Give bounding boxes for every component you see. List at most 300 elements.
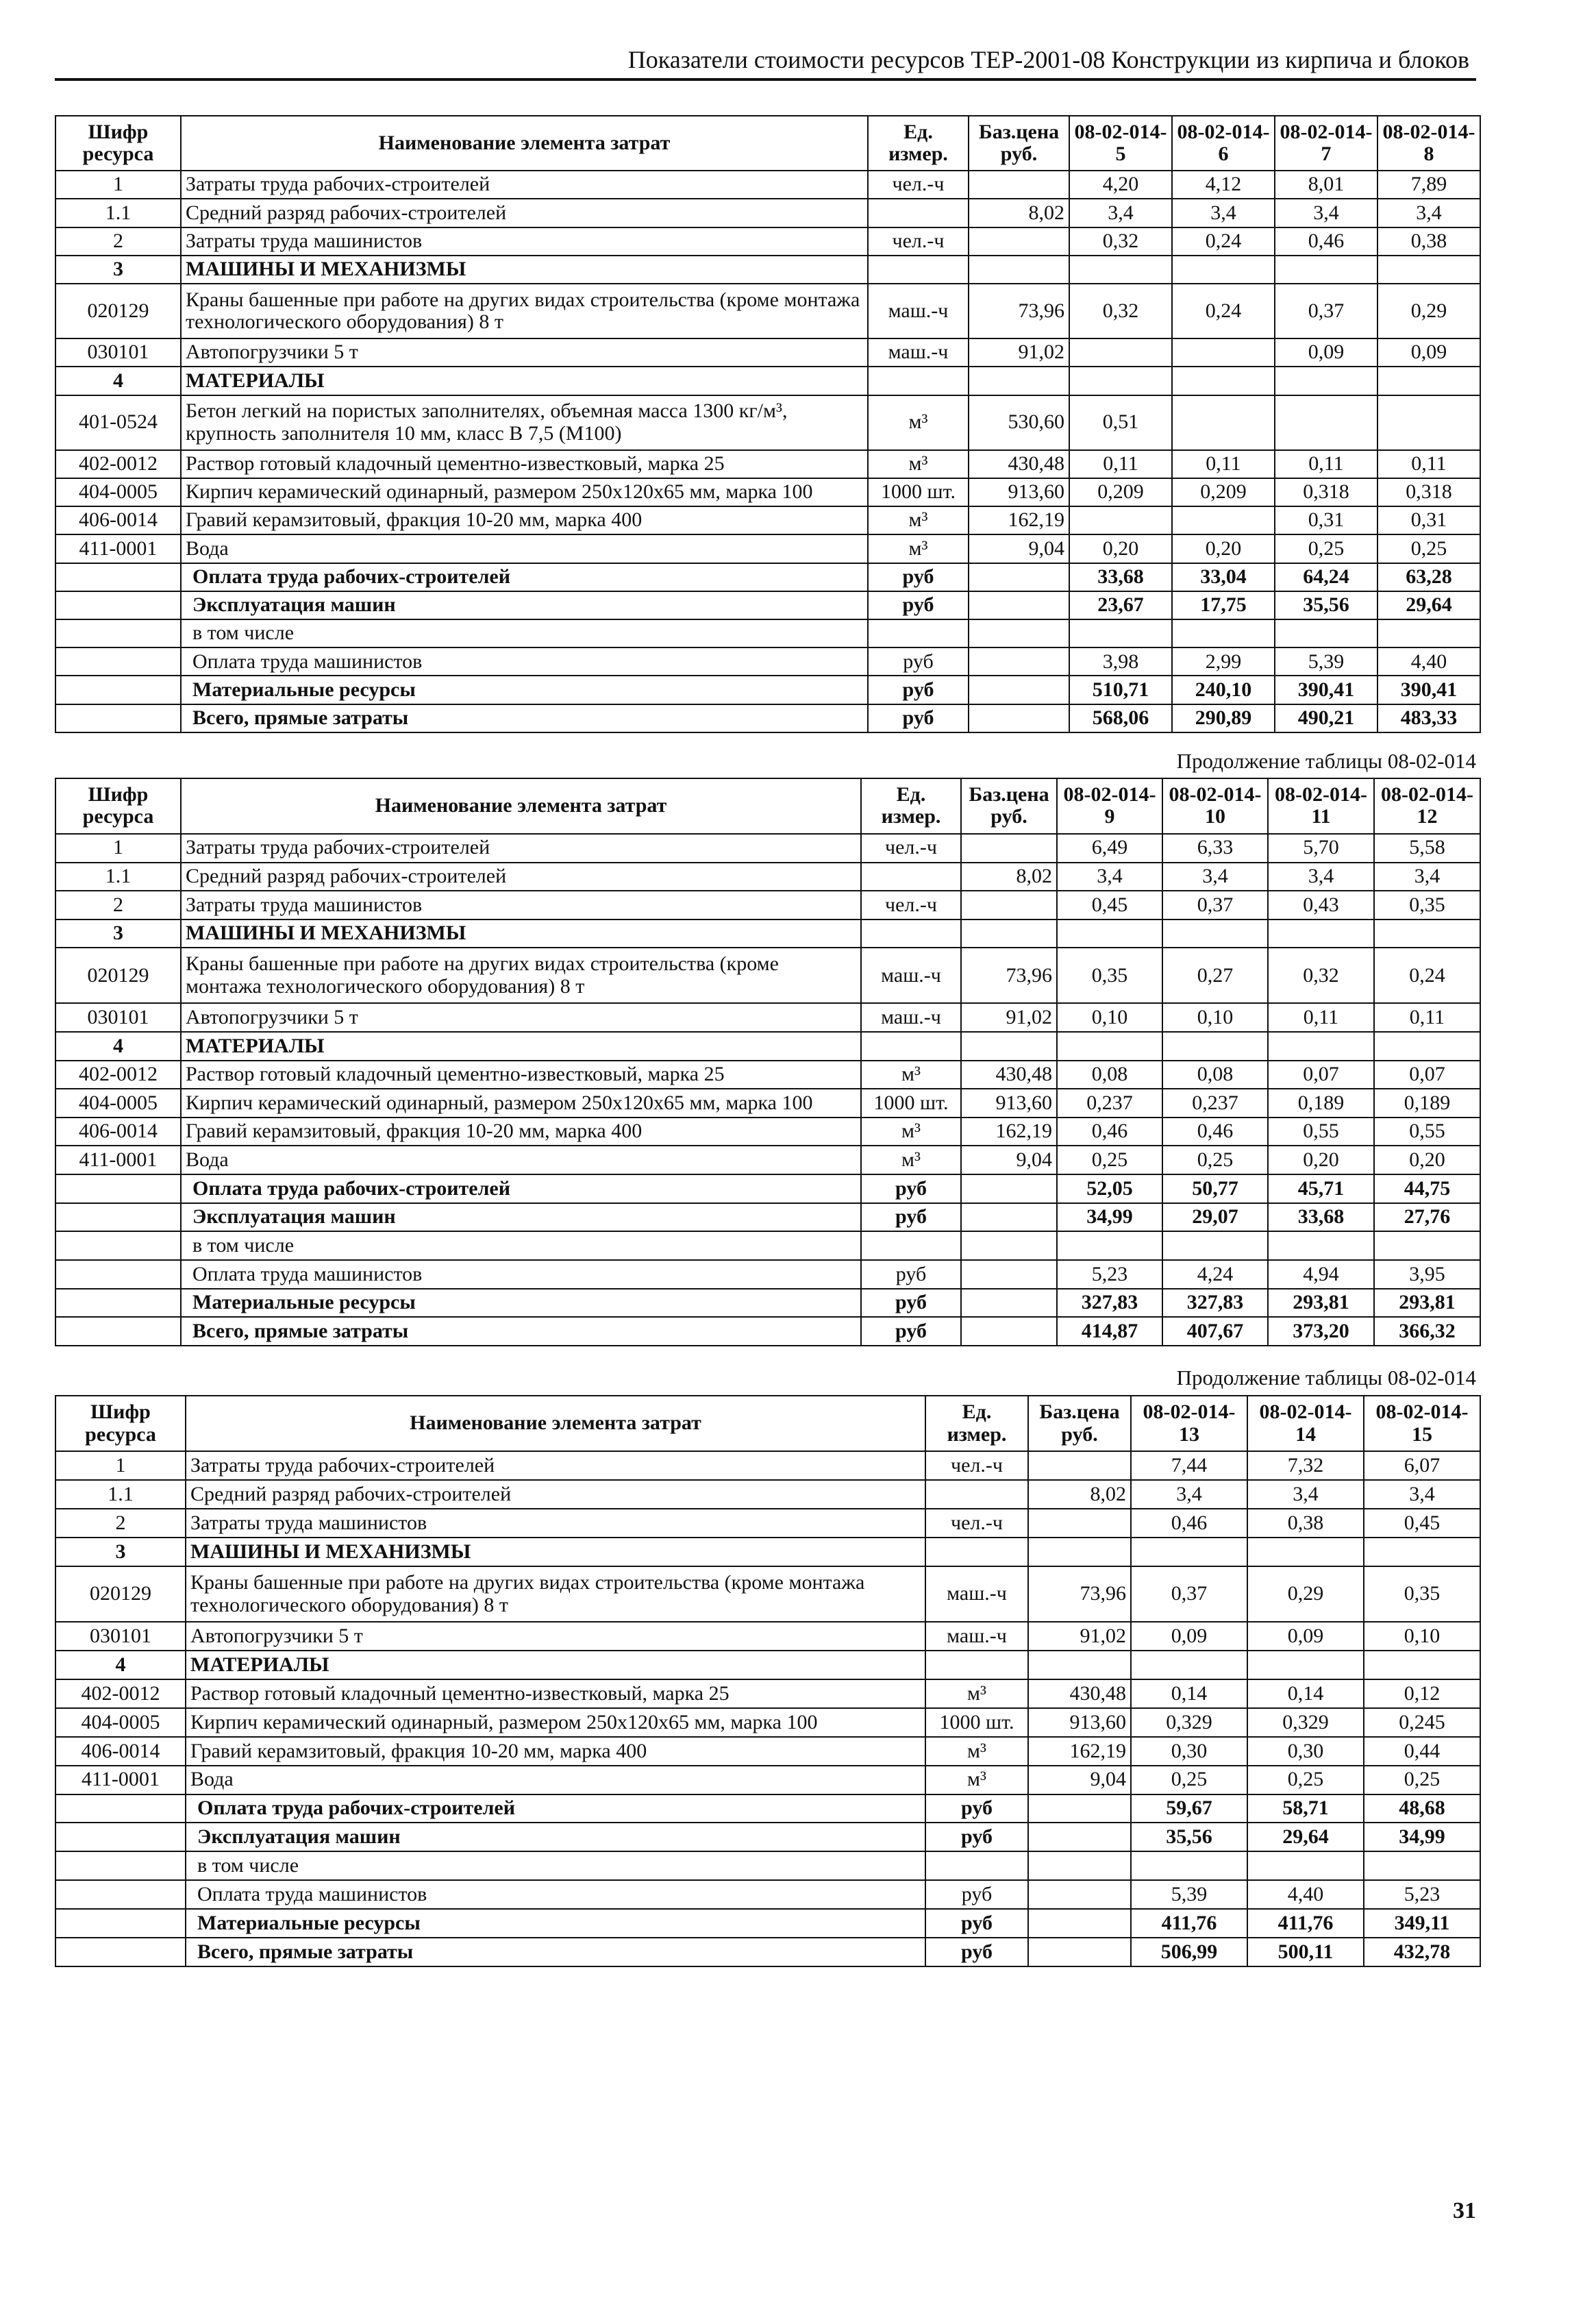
cell-unit: руб — [861, 1174, 961, 1203]
cell-code — [55, 1823, 186, 1851]
cell-value: 5,39 — [1275, 647, 1377, 676]
cell-code — [55, 563, 181, 591]
table-row — [55, 1061, 1480, 1089]
continuation-label-3: Продолжение таблицы 08-02-014 — [1176, 1366, 1476, 1390]
cell-unit — [868, 256, 969, 284]
cell-value: 3,4 — [1364, 1480, 1480, 1509]
cell-value: 3,4 — [1275, 199, 1377, 227]
cell-unit — [861, 1231, 961, 1260]
cell-value: 0,237 — [1057, 1089, 1162, 1118]
cell-price — [1028, 1909, 1131, 1938]
table-row — [55, 199, 1480, 227]
cell-name: Всего, прямые затраты — [181, 704, 868, 732]
header-price: Баз.цена руб. — [961, 778, 1057, 834]
cell-code: 406-0014 — [55, 506, 181, 534]
cell-value: 0,24 — [1374, 948, 1480, 1003]
cell-code — [55, 1289, 181, 1318]
table-row — [55, 1289, 1480, 1318]
table-row — [55, 256, 1480, 284]
cell-name: Материальные ресурсы — [181, 676, 868, 704]
cell-price: 430,48 — [961, 1061, 1057, 1089]
cell-value: 3,4 — [1162, 863, 1268, 891]
cell-value: 0,329 — [1131, 1708, 1247, 1737]
table-row — [55, 1737, 1480, 1766]
cell-value: 0,11 — [1275, 450, 1377, 478]
cell-value — [1162, 920, 1268, 948]
cell-value: 58,71 — [1247, 1794, 1364, 1823]
cell-name: Автопогрузчики 5 т — [186, 1622, 925, 1651]
cell-name: Вода — [181, 1146, 861, 1174]
cell-name: Затраты труда рабочих-строителей — [181, 171, 868, 199]
cell-value: 349,11 — [1364, 1909, 1480, 1938]
cell-unit — [925, 1538, 1028, 1566]
cell-price: 91,02 — [961, 1003, 1057, 1032]
cell-value: 0,25 — [1131, 1766, 1247, 1794]
cell-name: Раствор готовый кладочный цементно-известковый, марка 25 — [186, 1679, 925, 1708]
cell-value: 0,189 — [1268, 1089, 1374, 1118]
cell-name: Автопогрузчики 5 т — [181, 1003, 861, 1032]
cell-value: 0,329 — [1247, 1708, 1364, 1737]
cell-name: Вода — [186, 1766, 925, 1794]
cell-code: 401-0524 — [55, 395, 181, 450]
cell-price — [1028, 1823, 1131, 1851]
cell-code: 3 — [55, 920, 181, 948]
cell-name: Средний разряд рабочих-строителей — [181, 863, 861, 891]
cell-unit: м³ — [925, 1766, 1028, 1794]
cell-value — [1377, 619, 1480, 647]
cell-value: 407,67 — [1162, 1317, 1268, 1346]
cell-value — [1364, 1851, 1480, 1880]
cell-price — [969, 591, 1069, 619]
cell-value: 0,24 — [1172, 284, 1275, 338]
table-row — [55, 1174, 1480, 1203]
cell-unit: м³ — [861, 1118, 961, 1146]
cell-unit: чел.-ч — [925, 1509, 1028, 1538]
cell-unit — [925, 1480, 1028, 1509]
table-row — [55, 920, 1480, 948]
cell-price — [1028, 1938, 1131, 1966]
cell-unit: маш.-ч — [868, 338, 969, 367]
cell-unit: м³ — [861, 1061, 961, 1089]
cell-code: 020129 — [55, 1566, 186, 1622]
cell-code — [55, 1174, 181, 1203]
cell-value: 0,09 — [1275, 338, 1377, 367]
header-col: 08-02-014-10 — [1162, 778, 1268, 834]
cell-value: 293,81 — [1374, 1289, 1480, 1318]
cell-value: 59,67 — [1131, 1794, 1247, 1823]
cell-code: 406-0014 — [55, 1118, 181, 1146]
cell-price: 73,96 — [1028, 1566, 1131, 1622]
cell-value: 0,11 — [1268, 1003, 1374, 1032]
cell-price — [969, 171, 1069, 199]
cell-unit: руб — [925, 1880, 1028, 1909]
cell-unit: руб — [861, 1260, 961, 1289]
cell-price — [961, 1289, 1057, 1318]
cell-price — [961, 1260, 1057, 1289]
cell-value: 33,68 — [1268, 1203, 1374, 1232]
cell-value: 34,99 — [1057, 1203, 1162, 1232]
cell-value: 35,56 — [1131, 1823, 1247, 1851]
cell-unit: м³ — [868, 506, 969, 534]
cell-value: 0,25 — [1275, 534, 1377, 563]
cell-value — [1247, 1538, 1364, 1566]
cell-value: 3,4 — [1057, 863, 1162, 891]
cell-code: 2 — [55, 1509, 186, 1538]
cell-unit: чел.-ч — [925, 1451, 1028, 1480]
header-col: 08-02-014-12 — [1374, 778, 1480, 834]
cell-price: 430,48 — [1028, 1679, 1131, 1708]
resource-table-3 — [55, 1395, 1481, 1967]
table-row — [55, 1451, 1480, 1480]
cell-value: 50,77 — [1162, 1174, 1268, 1203]
cell-value: 5,39 — [1131, 1880, 1247, 1909]
table-row — [55, 1118, 1480, 1146]
cell-value: 490,21 — [1275, 704, 1377, 732]
cell-price: 91,02 — [969, 338, 1069, 367]
cell-price: 73,96 — [961, 948, 1057, 1003]
cell-name: Средний разряд рабочих-строителей — [181, 199, 868, 227]
header-col: 08-02-014-13 — [1131, 1396, 1247, 1451]
cell-value: 0,14 — [1131, 1679, 1247, 1708]
cell-value — [1377, 395, 1480, 450]
cell-unit: руб — [868, 704, 969, 732]
cell-name: Краны башенные при работе на других видах строительства (кроме монтажа технологического оборудования) 8 т — [186, 1566, 925, 1622]
cell-unit: руб — [868, 563, 969, 591]
cell-price: 913,60 — [1028, 1708, 1131, 1737]
cell-value: 0,318 — [1275, 478, 1377, 506]
cell-name: Эксплуатация машин — [186, 1823, 925, 1851]
table-row — [55, 1566, 1480, 1622]
cell-name: в том числе — [181, 619, 868, 647]
cell-value: 290,89 — [1172, 704, 1275, 732]
cell-name: Раствор готовый кладочный цементно-известковый, марка 25 — [181, 450, 868, 478]
cell-value: 6,49 — [1057, 834, 1162, 863]
cell-value: 373,20 — [1268, 1317, 1374, 1346]
cell-value: 0,20 — [1268, 1146, 1374, 1174]
cell-value: 5,70 — [1268, 834, 1374, 863]
cell-value — [1268, 920, 1374, 948]
table-row — [55, 227, 1480, 256]
cell-price — [969, 367, 1069, 395]
cell-code: 1.1 — [55, 1480, 186, 1509]
cell-code — [55, 1260, 181, 1289]
cell-value: 52,05 — [1057, 1174, 1162, 1203]
header-name: Наименование элемента затрат — [186, 1396, 925, 1451]
cell-code — [55, 676, 181, 704]
cell-value — [1172, 395, 1275, 450]
header-col: 08-02-014-15 — [1364, 1396, 1480, 1451]
table-row — [55, 506, 1480, 534]
header-unit: Ед. измер. — [861, 778, 961, 834]
cell-code: 411-0001 — [55, 1766, 186, 1794]
cell-value: 4,20 — [1069, 171, 1172, 199]
cell-price — [961, 1203, 1057, 1232]
cell-value: 3,4 — [1374, 863, 1480, 891]
cell-unit: руб — [868, 676, 969, 704]
cell-name: Оплата труда машинистов — [186, 1880, 925, 1909]
cell-price: 8,02 — [1028, 1480, 1131, 1509]
continuation-label-2: Продолжение таблицы 08-02-014 — [1176, 749, 1476, 773]
header-price: Баз.цена руб. — [1028, 1396, 1131, 1451]
cell-name: МАШИНЫ И МЕХАНИЗМЫ — [181, 920, 861, 948]
table-row — [55, 284, 1480, 338]
cell-price — [969, 256, 1069, 284]
cell-value: 17,75 — [1172, 591, 1275, 619]
cell-name: Оплата труда рабочих-строителей — [181, 563, 868, 591]
table-row — [55, 1089, 1480, 1118]
cell-unit: м³ — [868, 534, 969, 563]
header-col: 08-02-014-5 — [1069, 116, 1172, 171]
table-row — [55, 619, 1480, 647]
cell-value: 3,4 — [1377, 199, 1480, 227]
cell-unit — [868, 619, 969, 647]
cell-value: 0,11 — [1377, 450, 1480, 478]
cell-code: 404-0005 — [55, 478, 181, 506]
table-row — [55, 478, 1480, 506]
cell-value: 2,99 — [1172, 647, 1275, 676]
cell-code: 1.1 — [55, 199, 181, 227]
cell-value: 0,35 — [1057, 948, 1162, 1003]
cell-value — [1247, 1651, 1364, 1679]
page-header-title: Показатели стоимости ресурсов ТЕР-2001-08 Конструкции из кирпича и блоков — [627, 46, 1469, 73]
cell-value: 0,44 — [1364, 1737, 1480, 1766]
cell-price — [969, 647, 1069, 676]
cell-unit: руб — [861, 1289, 961, 1318]
cell-value — [1275, 619, 1377, 647]
cell-value — [1172, 338, 1275, 367]
cell-value: 0,32 — [1069, 284, 1172, 338]
cell-value: 23,67 — [1069, 591, 1172, 619]
cell-price — [1028, 1538, 1131, 1566]
cell-value: 0,12 — [1364, 1679, 1480, 1708]
cell-code: 1.1 — [55, 863, 181, 891]
cell-unit: м³ — [925, 1737, 1028, 1766]
cell-unit: руб — [868, 591, 969, 619]
header-code: Шифр ресурса — [55, 116, 181, 171]
table-row — [55, 1909, 1480, 1938]
cell-name: Краны башенные при работе на других видах строительства (кроме монтажа технологического оборудования) 8 т — [181, 948, 861, 1003]
cell-name: Оплата труда рабочих-строителей — [186, 1794, 925, 1823]
cell-code: 406-0014 — [55, 1737, 186, 1766]
cell-name: Бетон легкий на пористых заполнителях, объемная масса 1300 кг/м³, крупность заполнителя 10 мм, класс В 7,5 (М100) — [181, 395, 868, 450]
cell-unit — [861, 863, 961, 891]
cell-code: 030101 — [55, 1003, 181, 1032]
cell-value: 3,4 — [1131, 1480, 1247, 1509]
cell-unit: 1000 шт. — [868, 478, 969, 506]
cell-value: 0,08 — [1057, 1061, 1162, 1089]
header-col: 08-02-014-7 — [1275, 116, 1377, 171]
cell-name: Гравий керамзитовый, фракция 10-20 мм, марка 400 — [186, 1737, 925, 1766]
cell-name: Затраты труда рабочих-строителей — [181, 834, 861, 863]
cell-value: 0,45 — [1364, 1509, 1480, 1538]
cell-price — [969, 704, 1069, 732]
table-row — [55, 1851, 1480, 1880]
cell-name: МАШИНЫ И МЕХАНИЗМЫ — [181, 256, 868, 284]
cell-unit: руб — [868, 647, 969, 676]
header-col: 08-02-014-11 — [1268, 778, 1374, 834]
table-row — [55, 647, 1480, 676]
cell-value — [1069, 367, 1172, 395]
cell-value: 0,46 — [1057, 1118, 1162, 1146]
cell-value: 432,78 — [1364, 1938, 1480, 1966]
cell-unit: маш.-ч — [868, 284, 969, 338]
cell-value: 0,20 — [1069, 534, 1172, 563]
cell-value: 34,99 — [1364, 1823, 1480, 1851]
cell-price: 430,48 — [969, 450, 1069, 478]
cell-value: 0,46 — [1162, 1118, 1268, 1146]
cell-value: 0,27 — [1162, 948, 1268, 1003]
cell-value: 0,189 — [1374, 1089, 1480, 1118]
cell-value: 0,24 — [1172, 227, 1275, 256]
cell-code: 3 — [55, 1538, 186, 1566]
cell-name: Раствор готовый кладочный цементно-известковый, марка 25 — [181, 1061, 861, 1089]
cell-value: 45,71 — [1268, 1174, 1374, 1203]
cell-price — [1028, 1651, 1131, 1679]
cell-value: 0,25 — [1377, 534, 1480, 563]
cell-value — [1162, 1032, 1268, 1061]
table-row — [55, 450, 1480, 478]
cell-value: 6,07 — [1364, 1451, 1480, 1480]
cell-price — [961, 891, 1057, 920]
cell-code: 402-0012 — [55, 1679, 186, 1708]
cell-value: 29,07 — [1162, 1203, 1268, 1232]
cell-value — [1057, 1231, 1162, 1260]
cell-price: 91,02 — [1028, 1622, 1131, 1651]
cell-price — [969, 563, 1069, 591]
table-row — [55, 891, 1480, 920]
cell-value — [1275, 256, 1377, 284]
cell-code: 2 — [55, 227, 181, 256]
header-unit: Ед. измер. — [925, 1396, 1028, 1451]
cell-value: 0,25 — [1162, 1146, 1268, 1174]
cell-value: 0,25 — [1247, 1766, 1364, 1794]
cell-code: 4 — [55, 367, 181, 395]
cell-value: 0,09 — [1247, 1622, 1364, 1651]
cell-value — [1374, 920, 1480, 948]
cell-value — [1162, 1231, 1268, 1260]
cell-unit — [925, 1651, 1028, 1679]
table-row — [55, 1938, 1480, 1966]
cell-unit — [868, 367, 969, 395]
cell-price — [1028, 1794, 1131, 1823]
cell-name: МАТЕРИАЛЫ — [186, 1651, 925, 1679]
header-col: 08-02-014-14 — [1247, 1396, 1364, 1451]
cell-value: 0,11 — [1069, 450, 1172, 478]
cell-value: 411,76 — [1247, 1909, 1364, 1938]
cell-value: 0,45 — [1057, 891, 1162, 920]
cell-value — [1172, 619, 1275, 647]
cell-price: 913,60 — [961, 1089, 1057, 1118]
header-price: Баз.цена руб. — [969, 116, 1069, 171]
cell-unit — [925, 1851, 1028, 1880]
cell-value: 0,43 — [1268, 891, 1374, 920]
cell-code — [55, 1794, 186, 1823]
cell-value: 366,32 — [1374, 1317, 1480, 1346]
cell-value — [1172, 256, 1275, 284]
cell-code: 2 — [55, 891, 181, 920]
cell-unit: 1000 шт. — [925, 1708, 1028, 1737]
cell-value: 4,94 — [1268, 1260, 1374, 1289]
cell-value: 5,23 — [1364, 1880, 1480, 1909]
cell-value: 0,09 — [1131, 1622, 1247, 1651]
cell-value — [1131, 1851, 1247, 1880]
cell-unit: чел.-ч — [861, 834, 961, 863]
cell-name: Материальные ресурсы — [186, 1909, 925, 1938]
header-unit: Ед. измер. — [868, 116, 969, 171]
cell-name: в том числе — [181, 1231, 861, 1260]
cell-unit: руб — [925, 1938, 1028, 1966]
cell-value: 500,11 — [1247, 1938, 1364, 1966]
cell-value: 0,35 — [1364, 1566, 1480, 1622]
cell-code: 030101 — [55, 338, 181, 367]
cell-value: 0,38 — [1377, 227, 1480, 256]
table-row — [55, 338, 1480, 367]
cell-name: Оплата труда машинистов — [181, 1260, 861, 1289]
cell-unit: м³ — [868, 395, 969, 450]
cell-price: 9,04 — [961, 1146, 1057, 1174]
cell-value — [1057, 1032, 1162, 1061]
cell-unit: маш.-ч — [861, 948, 961, 1003]
table-row — [55, 1146, 1480, 1174]
cell-unit: маш.-ч — [925, 1566, 1028, 1622]
cell-value: 568,06 — [1069, 704, 1172, 732]
table-row — [55, 1708, 1480, 1737]
cell-price — [961, 834, 1057, 863]
cell-unit: чел.-ч — [868, 227, 969, 256]
cell-value: 0,38 — [1247, 1509, 1364, 1538]
cell-value — [1275, 395, 1377, 450]
header-row — [55, 1396, 1480, 1451]
cell-value: 0,09 — [1377, 338, 1480, 367]
cell-value: 0,30 — [1247, 1737, 1364, 1766]
cell-name: Гравий керамзитовый, фракция 10-20 мм, марка 400 — [181, 506, 868, 534]
cell-value: 7,32 — [1247, 1451, 1364, 1480]
cell-unit — [861, 920, 961, 948]
cell-value: 0,25 — [1364, 1766, 1480, 1794]
cell-unit: маш.-ч — [925, 1622, 1028, 1651]
cell-value — [1069, 338, 1172, 367]
cell-name: Материальные ресурсы — [181, 1289, 861, 1318]
cell-value: 0,31 — [1377, 506, 1480, 534]
cell-value: 29,64 — [1247, 1823, 1364, 1851]
cell-value — [1377, 256, 1480, 284]
table-row — [55, 395, 1480, 450]
cell-value: 327,83 — [1162, 1289, 1268, 1318]
cell-price: 162,19 — [1028, 1737, 1131, 1766]
table-row — [55, 1003, 1480, 1032]
resource-table-2 — [55, 778, 1481, 1346]
header-col: 08-02-014-6 — [1172, 116, 1275, 171]
cell-value — [1131, 1651, 1247, 1679]
table-row — [55, 1766, 1480, 1794]
cell-price: 9,04 — [1028, 1766, 1131, 1794]
cell-name: Всего, прямые затраты — [186, 1938, 925, 1966]
cell-value: 293,81 — [1268, 1289, 1374, 1318]
cell-name: Всего, прямые затраты — [181, 1317, 861, 1346]
cell-value: 4,40 — [1247, 1880, 1364, 1909]
table-row — [55, 563, 1480, 591]
cell-value: 0,209 — [1069, 478, 1172, 506]
cell-price: 8,02 — [969, 199, 1069, 227]
cell-price: 913,60 — [969, 478, 1069, 506]
cell-value: 3,98 — [1069, 647, 1172, 676]
cell-value: 0,10 — [1364, 1622, 1480, 1651]
cell-code — [55, 591, 181, 619]
header-row — [55, 116, 1480, 171]
table-row — [55, 534, 1480, 563]
cell-value: 390,41 — [1377, 676, 1480, 704]
cell-name: Вода — [181, 534, 868, 563]
